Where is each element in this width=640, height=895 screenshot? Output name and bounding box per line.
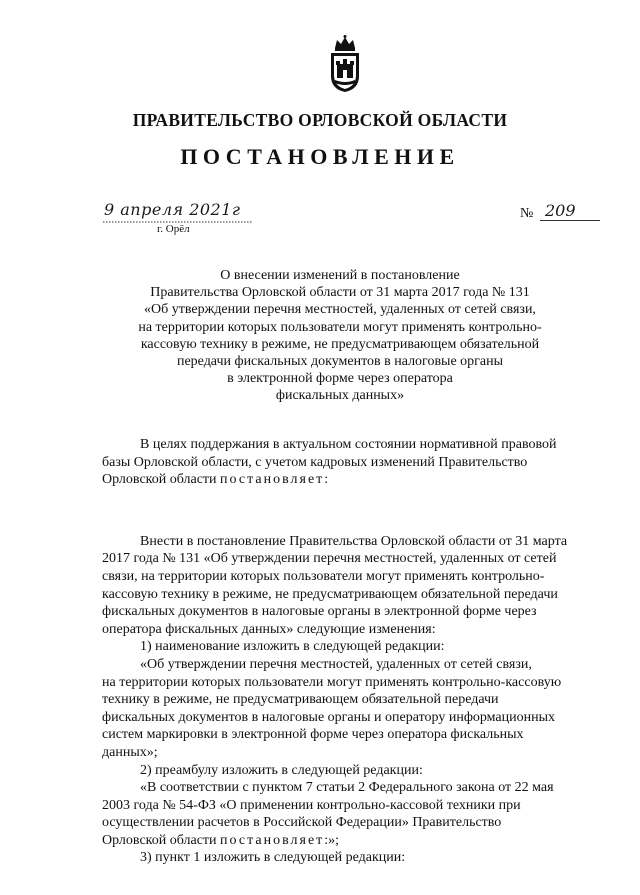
number-label: №	[520, 206, 534, 221]
document-body	[102, 436, 598, 867]
text-line: Орловской области	[102, 472, 221, 488]
text-line: :	[324, 472, 329, 488]
preamble-paragraph	[102, 436, 598, 489]
text-line: Внести в постановление Правительства Орловской области от 31 марта	[140, 533, 568, 549]
text-line: технику в режиме, не предусматривающем обязательной передачи	[102, 692, 499, 708]
text-line: на территории которых пользователи могут применять контрольно-кассовую	[102, 674, 562, 690]
item-1	[102, 638, 598, 761]
text-line: :»;	[324, 832, 340, 848]
text-line: кассовую технику в режиме, не предусматривающем обязательной передачи	[102, 586, 558, 602]
text-line: «Об утверждении перечня местностей, удаленных от сетей связи,	[140, 656, 532, 672]
item-3	[102, 849, 598, 867]
handwritten-number: 209	[545, 201, 576, 220]
subject-line: «Об утверждении перечня местностей, удаленных от сетей связи,	[144, 302, 536, 318]
subject-line: кассовую технику в режиме, не предусматривающем обязательной	[140, 336, 540, 352]
text-line: фискальных документов в налоговые органы и оператору информационных	[102, 709, 556, 725]
main-paragraph	[102, 533, 598, 639]
text-line: оператора фискальных данных» следующие изменения:	[102, 621, 436, 637]
subject-line: в электронной форме через оператора	[227, 371, 453, 387]
text-line: данных»;	[102, 744, 158, 760]
text-line: систем маркировки в электронной форме через оператора фискальных	[102, 727, 524, 743]
subject-line: фискальных данных»	[275, 388, 405, 404]
handwritten-date: 9 апреля 2021г	[104, 200, 241, 219]
number-underline	[540, 220, 600, 221]
text-line: базы Орловской области, с учетом кадровых изменений Правительство	[102, 454, 528, 470]
item-heading: 1) наименование изложить в следующей редакции:	[140, 639, 445, 655]
subject-line: О внесении изменений в постановление	[220, 268, 460, 283]
text-line: 2017 года № 131 «Об утверждении перечня местностей, удаленных от сетей	[102, 551, 557, 567]
subject-line: передачи фискальных документов в налоговые органы	[176, 354, 504, 370]
text-line: 2003 года № 54-ФЗ «О применении контрольно-кассовой техники при	[102, 797, 521, 813]
document-subject	[120, 267, 560, 405]
item-heading: 3) пункт 1 изложить в следующей редакции:	[140, 850, 406, 866]
item-heading: 2) преамбулу изложить в следующей редакции:	[140, 762, 423, 778]
coat-of-arms-icon	[325, 34, 365, 94]
subject-line: Правительства Орловской области от 31 марта 2017 года № 131	[150, 285, 530, 301]
city-label: г. Орёл	[157, 223, 190, 235]
document-type-title: ПОСТАНОВЛЕНИЕ	[180, 144, 460, 169]
text-line: В целях поддержания в актуальном состоянии нормативной правовой	[140, 437, 557, 452]
text-line: осуществлении расчетов в Российской Федерации» Правительство	[102, 815, 502, 831]
keyword-resolves: постановляет	[220, 472, 325, 488]
text-line: Орловской области	[102, 832, 221, 848]
government-title: ПРАВИТЕЛЬСТВО ОРЛОВСКОЙ ОБЛАСТИ	[132, 110, 508, 130]
item-2	[102, 762, 598, 850]
subject-line: на территории которых пользователи могут применять контрольно-	[138, 319, 542, 335]
keyword-resolves: постановляет	[220, 832, 325, 848]
text-line: фискальных документов в налоговые органы в электронной форме через	[102, 604, 537, 620]
text-line: связи, на территории которых пользователи могут применять контрольно-	[102, 568, 545, 584]
text-line: «В соответствии с пунктом 7 статьи 2 Федерального закона от 22 мая	[140, 780, 554, 796]
